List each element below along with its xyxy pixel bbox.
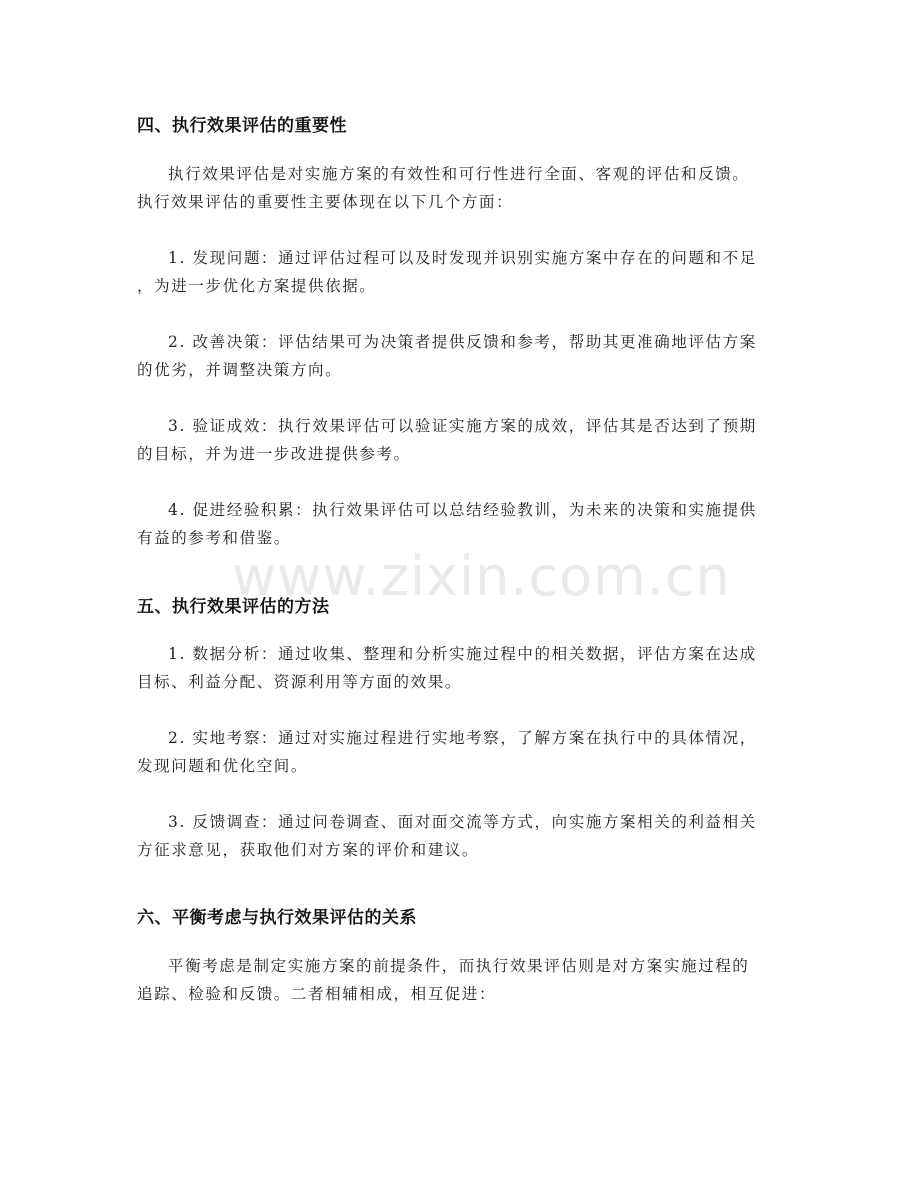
list-item: [137, 328, 787, 384]
watermark: www.zixin.com.cn: [232, 545, 731, 608]
paragraph: [137, 952, 787, 1008]
paragraph: [137, 160, 787, 216]
list-item: [137, 724, 787, 780]
paragraph-line: 1. 数据分析：通过收集、整理和分析实施过程中的相关数据，评估方案在达成: [168, 645, 757, 663]
paragraph-line: 有益的参考和借鉴。: [137, 529, 291, 547]
paragraph-line: 3. 验证成效：执行效果评估可以验证实施方案的成效，评估其是否达到了预期: [168, 417, 757, 435]
list-item: [137, 496, 787, 552]
paragraph-line: 3. 反馈调查：通过问卷调查、面对面交流等方式，向实施方案相关的利益相关: [168, 813, 757, 831]
list-item: [137, 808, 787, 864]
list-item: [137, 412, 787, 468]
paragraph-line: 2. 改善决策：评估结果可为决策者提供反馈和参考，帮助其更准确地评估方案: [168, 333, 757, 351]
paragraph-line: 追踪、检验和反馈。二者相辅相成，相互促进：: [137, 985, 497, 1003]
paragraph-line: 执行效果评估是对实施方案的有效性和可行性进行全面、客观的评估和反馈。: [168, 165, 750, 183]
paragraph-line: 目标、利益分配、资源利用等方面的效果。: [137, 673, 462, 691]
paragraph-line: 4. 促进经验积累：执行效果评估可以总结经验教训，为未来的决策和实施提供: [168, 501, 757, 519]
section-heading: 六、平衡考虑与执行效果评估的关系: [137, 908, 417, 928]
list-item: [137, 244, 787, 300]
list-item: [137, 640, 787, 696]
paragraph-line: 发现问题和优化空间。: [137, 757, 309, 775]
paragraph-line: 1. 发现问题：通过评估过程可以及时发现并识别实施方案中存在的问题和不足: [168, 249, 757, 267]
paragraph-line: 方征求意见，获取他们对方案的评价和建议。: [137, 841, 480, 859]
section-heading: 四、执行效果评估的重要性: [137, 116, 347, 136]
section-heading: 五、执行效果评估的方法: [137, 597, 330, 617]
paragraph-line: 的优劣，并调整决策方向。: [137, 361, 343, 379]
paragraph-line: 平衡考虑是制定实施方案的前提条件，而执行效果评估则是对方案实施过程的: [168, 957, 750, 975]
paragraph-line: 的目标，并为进一步改进提供参考。: [137, 445, 411, 463]
paragraph-line: 2. 实地考察：通过对实施过程进行实地考察，了解方案在执行中的具体情况，: [168, 729, 757, 747]
paragraph-line: 执行效果评估的重要性主要体现在以下几个方面：: [137, 193, 514, 211]
paragraph-line: ，为进一步优化方案提供依据。: [137, 277, 377, 295]
